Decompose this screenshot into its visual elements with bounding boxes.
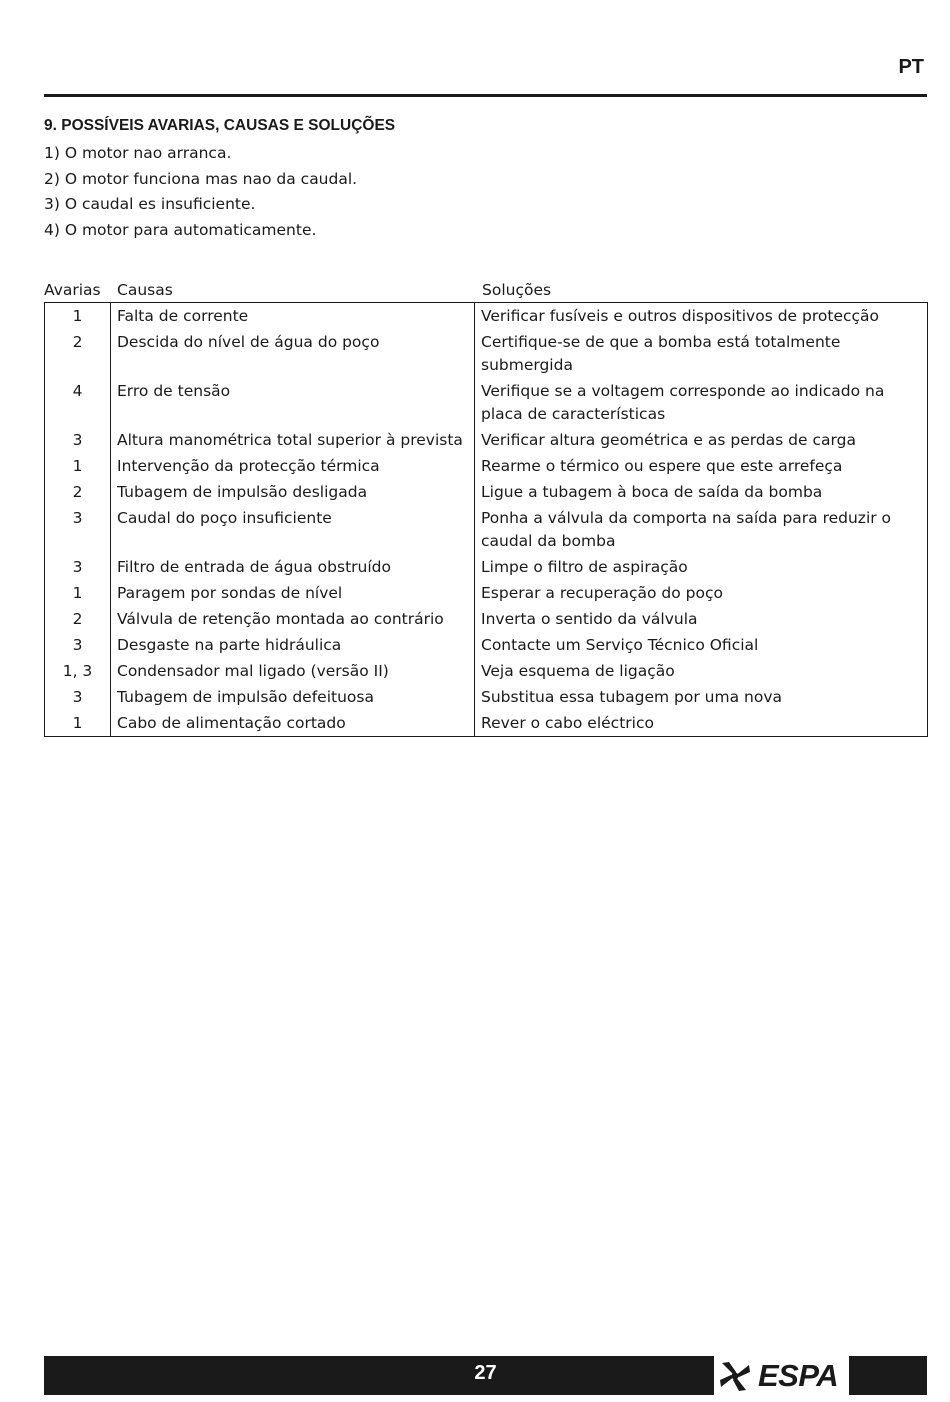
header-rule	[44, 94, 927, 97]
fault-code-cell: 2	[45, 606, 111, 632]
table-row	[45, 453, 928, 479]
cause-cell: Intervenção da protecção térmica	[111, 453, 475, 479]
section-title: 9. POSSÍVEIS AVARIAS, CAUSAS E SOLUÇÕES	[44, 117, 396, 134]
table-row	[45, 378, 928, 427]
cause-cell: Paragem por sondas de nível	[111, 580, 475, 606]
cause-cell: Erro de tensão	[111, 378, 475, 427]
brand-name: ESPA	[758, 1358, 839, 1393]
fault-item: 4) O motor para automaticamente.	[44, 220, 317, 239]
fault-item: 2) O motor funciona mas nao da caudal.	[44, 169, 358, 188]
solution-cell: Rearme o térmico ou espere que este arrefeça	[481, 457, 843, 475]
brand-logo	[714, 1356, 849, 1395]
header-solucoes: Soluções	[482, 281, 552, 299]
table-row	[45, 505, 928, 554]
troubleshooting-table	[44, 302, 928, 737]
fault-code-cell: 3	[45, 554, 111, 580]
solution-cell: Ponha a válvula da comporta na saída para reduzir o caudal da bomba	[481, 509, 892, 550]
fault-code-cell: 1	[45, 710, 111, 737]
table-body	[45, 303, 928, 737]
table-header	[44, 281, 927, 303]
table-row	[45, 329, 928, 378]
fault-item: 3) O caudal es insuficiente.	[44, 195, 256, 213]
solution-cell: Certifique-se de que a bomba está totalmente submergida	[481, 333, 841, 374]
fault-code-cell: 1	[45, 580, 111, 606]
fault-code-cell: 3	[45, 632, 111, 658]
cause-cell: Tubagem de impulsão desligada	[111, 479, 475, 505]
table-row	[45, 554, 928, 580]
cause-cell: Descida do nível de água do poço	[111, 329, 475, 378]
fault-code-cell: 4	[45, 378, 111, 427]
cause-cell: Filtro de entrada de água obstruído	[111, 554, 475, 580]
espa-logo-icon	[718, 1360, 752, 1393]
fault-code-cell: 2	[45, 479, 111, 505]
solution-cell: Verifique se a voltagem corresponde ao indicado na placa de características	[481, 382, 885, 423]
fault-code-cell: 3	[45, 684, 111, 710]
cause-cell: Condensador mal ligado (versão II)	[111, 658, 475, 684]
table-row	[45, 303, 928, 330]
solution-cell: Inverta o sentido da válvula	[481, 610, 698, 628]
table-row	[45, 427, 928, 453]
table-row	[45, 580, 928, 606]
solution-cell: Limpe o filtro de aspiração	[481, 558, 688, 576]
solution-cell: Contacte um Serviço Técnico Oficial	[481, 636, 759, 654]
header-avarias: Avarias	[44, 281, 101, 299]
cause-cell: Tubagem de impulsão defeituosa	[111, 684, 475, 710]
table-row	[45, 658, 928, 684]
table-row	[45, 684, 928, 710]
solution-cell: Esperar a recuperação do poço	[481, 584, 724, 602]
fault-code-cell: 1	[45, 453, 111, 479]
solution-cell: Verificar altura geométrica e as perdas de carga	[481, 431, 856, 449]
fault-code-cell: 2	[45, 329, 111, 378]
header-causas: Causas	[117, 281, 173, 299]
table-row	[45, 606, 928, 632]
cause-cell: Desgaste na parte hidráulica	[111, 632, 475, 658]
cause-cell: Caudal do poço insuficiente	[111, 505, 475, 554]
table-row	[45, 479, 928, 505]
solution-cell: Ligue a tubagem à boca de saída da bomba	[481, 483, 823, 501]
solution-cell: Substitua essa tubagem por uma nova	[481, 688, 782, 706]
solution-cell: Verificar fusíveis e outros dispositivos de protecção	[481, 307, 880, 325]
fault-code-cell: 1	[45, 303, 111, 330]
cause-cell: Cabo de alimentação cortado	[111, 710, 475, 737]
fault-code-cell: 3	[45, 427, 111, 453]
table-row	[45, 632, 928, 658]
cause-cell: Altura manométrica total superior à prevista	[111, 427, 475, 453]
cause-cell: Falta de corrente	[111, 303, 475, 330]
solution-cell: Veja esquema de ligação	[481, 662, 675, 680]
fault-code-cell: 3	[45, 505, 111, 554]
fault-item: 1) O motor nao arranca.	[44, 144, 232, 162]
solution-cell: Rever o cabo eléctrico	[481, 714, 654, 732]
page-number: 27	[474, 1362, 497, 1384]
table-row	[45, 710, 928, 737]
fault-code-cell: 1, 3	[45, 658, 111, 684]
fault-list	[44, 141, 357, 243]
language-code: PT	[898, 56, 924, 78]
cause-cell: Válvula de retenção montada ao contrário	[111, 606, 475, 632]
